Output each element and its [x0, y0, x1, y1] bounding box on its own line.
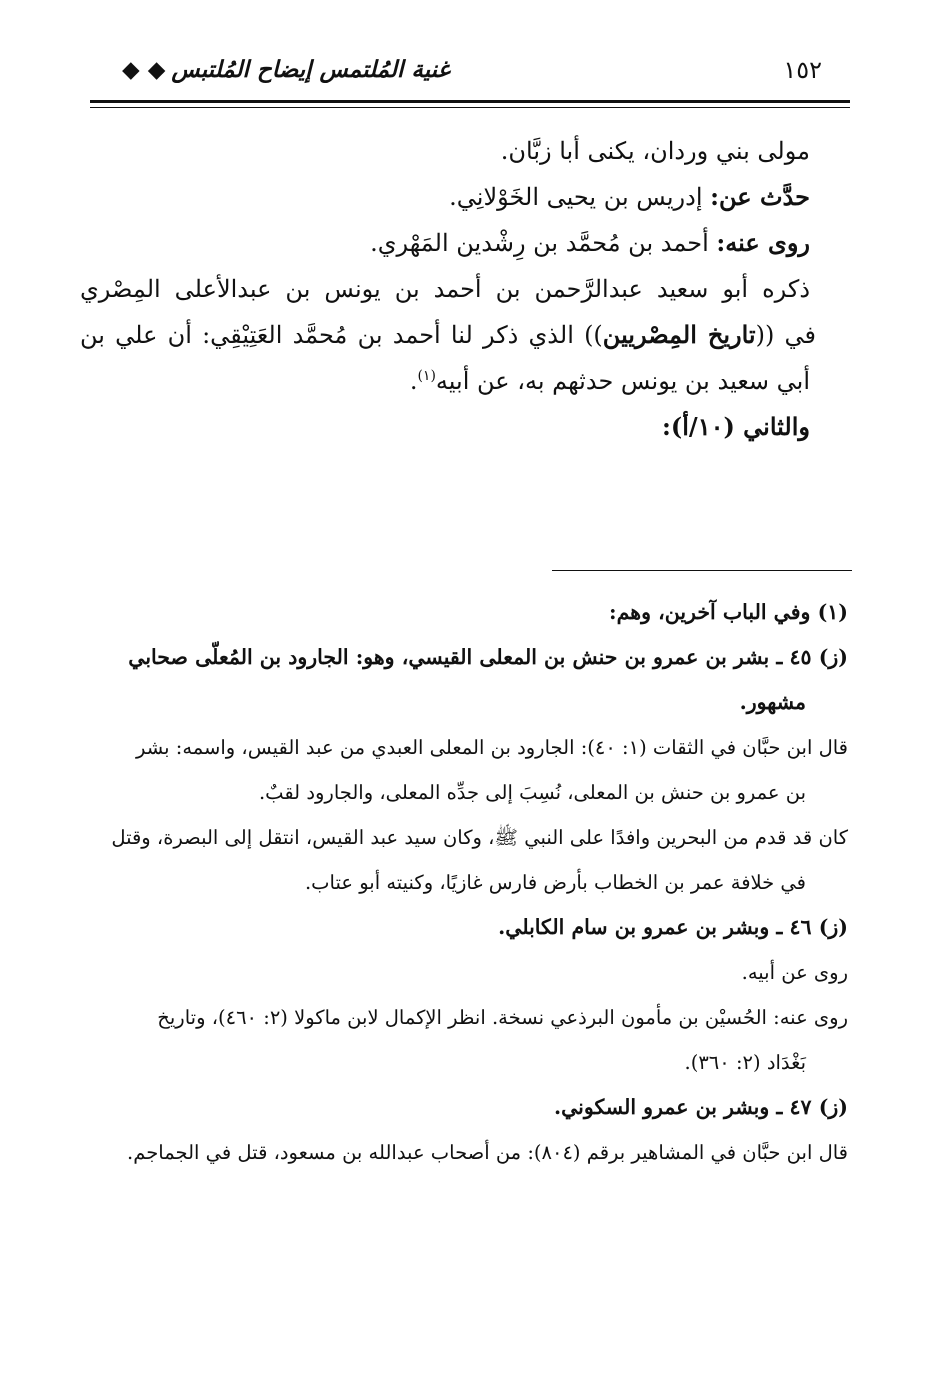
footnote-separator — [552, 570, 852, 571]
footnotes — [80, 590, 848, 1175]
main-text — [80, 128, 816, 450]
entry-45-line3: كان قد قدم من البحرين وافدًا على النبي ﷺ، وكان سيد عبد القيس، انتقل إلى البصرة، وقتل — [111, 826, 848, 849]
entry-45-line4: في خلافة عمر بن الخطاب بأرض فارس غازيًا، وكنيته أبو عتاب. — [304, 871, 806, 894]
footnote-ref[interactable]: (١) — [417, 368, 436, 384]
entry-46-line3: بَغْدَاد (٢: ٣٦٠). — [684, 1051, 806, 1074]
running-title — [122, 56, 450, 83]
body-paragraph-line3 — [80, 358, 810, 404]
body-line-haddath — [80, 174, 810, 220]
book-title-tarikh: تاريخ المِصْريين — [602, 320, 756, 349]
page-number: ١٥٢ — [783, 56, 822, 84]
rawa-label: روى عنه: — [716, 228, 810, 257]
body-paragraph-line2 — [80, 312, 816, 358]
entry-45-heading: (ز) ٤٥ ـ بشر بن عمرو بن حنش بن المعلى القيسي، وهو: الجارود بن المُعلّى صحابي — [128, 645, 848, 669]
para2-post: )) الذي ذكر لنا أحمد بن مُحمَّد العَتِيْقِي: أن علي بن — [80, 321, 603, 349]
page-header — [92, 52, 852, 96]
body-line-mawla: مولى بني وردان، يكنى أبا زبَّان. — [500, 137, 810, 165]
footnote-1-intro: (١) وفي الباب آخرين، وهم: — [609, 600, 848, 624]
body-paragraph-line1: ذكره أبو سعيد عبدالرَّحمن بن أحمد بن يونس بن عبدالأعلى المِصْري — [80, 275, 811, 303]
entry-45-line1: قال ابن حبَّان في الثقات (١: ٤٠): الجارود بن المعلى العبدي من عبد القيس، واسمه: بشر — [135, 736, 848, 759]
running-title-text: غنية المُلتمس إيضاح المُلتبس — [171, 56, 450, 83]
entry-45-heading-cont: مشهور. — [739, 690, 806, 714]
entry-47-heading: (ز) ٤٧ ـ وبشر بن عمرو السكوني. — [553, 1095, 848, 1119]
para2-pre: في (( — [755, 321, 816, 349]
header-rule-thick — [90, 100, 850, 103]
entry-45-line2: بن عمرو بن حنش بن المعلى، نُسِبَ إلى جدِّه المعلى، والجارود لقبٌ. — [258, 781, 806, 804]
entry-46-heading: (ز) ٤٦ ـ وبشر بن عمرو بن سام الكابلي. — [498, 915, 848, 939]
rawa-text: أحمد بن مُحمَّد بن رِشْدين المَهْري. — [370, 229, 709, 257]
entry-47-line1: قال ابن حبَّان في المشاهير برقم (٨٠٤): من أصحاب عبدالله بن مسعود، قتل في الجماجم. — [127, 1141, 848, 1164]
entry-46-line2: روى عنه: الحُسيْن بن مأمون البرذعي نسخة. انظر الإكمال لابن ماكولا (٢: ٤٦٠)، وتاريخ — [157, 1006, 848, 1029]
header-rule-thin — [90, 107, 850, 108]
haddath-label: حدَّث عن: — [710, 182, 810, 211]
para3-text: أبي سعيد بن يونس حدثهم به، عن أبيه — [435, 367, 810, 395]
diamond-ornament-icon: ◆ ◆ — [122, 56, 166, 83]
para3-end: . — [409, 367, 418, 395]
second-heading: والثاني (١٠/أ): — [662, 412, 810, 441]
entry-46-line1: روى عن أبيه. — [741, 961, 848, 984]
haddath-text: إدريس بن يحيى الخَوْلانِي. — [449, 183, 703, 211]
body-line-rawa — [80, 220, 810, 266]
